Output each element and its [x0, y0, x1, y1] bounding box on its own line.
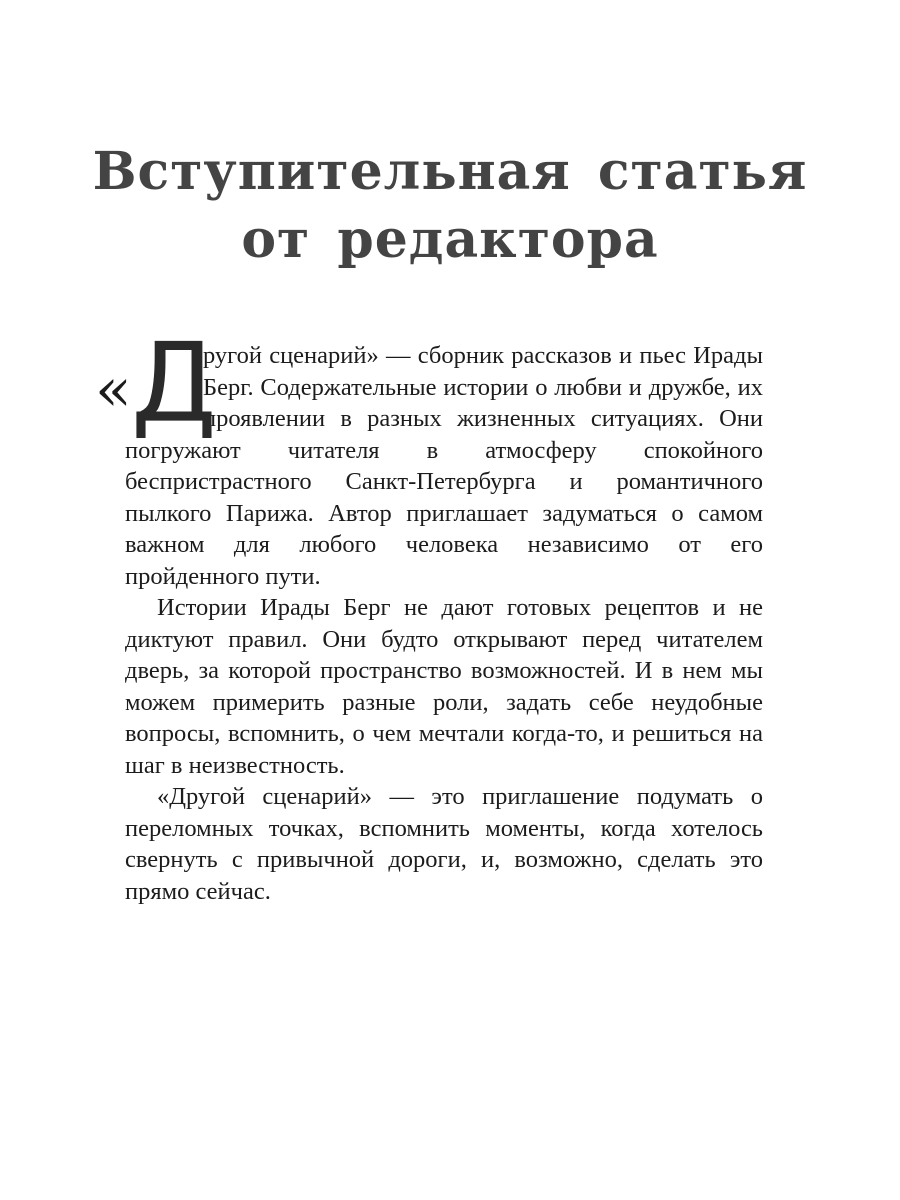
article-body [95, 319, 763, 907]
drop-cap-letter: Д [131, 319, 217, 447]
chapter-title [0, 138, 900, 274]
paragraph-3: «Другой сценарий» — это приглашение подумать о переломных точках, вспомнить моменты, когда хотелось свернуть с привычной дороги, и, возможно, сделать это прямо сейчас. [125, 783, 763, 905]
opening-quote-mark: « [95, 355, 132, 425]
paragraph-2: Истории Ирады Берг не дают готовых рецептов и не диктуют правил. Они будто открывают перед читателем дверь, за которой пространство возможностей. И в нем мы можем примерить разные роли, задать себе неудобные вопросы, вспомнить, о чем мечтали когда-то, и решиться на шаг в неизвестность. [125, 594, 763, 779]
drop-cap-block [95, 319, 217, 447]
paragraph-1-text: ругой сценарий» — сборник рассказов и пьес Ирады Берг. Содержательные истории о любви и дружбе, их проявлении в разных жизненных ситуациях. Они погружают читателя в атмосферу спокойного беспристрастного Санкт-Петербурга и романтичного пылкого Парижа. Автор приглашает задуматься о самом важном для любого человека независимо от его пройденного пути. [125, 342, 763, 590]
chapter-title-line-1: Вступительная статья [92, 141, 808, 202]
paragraph-1 [95, 319, 763, 592]
chapter-title-line-2: от редактора [241, 209, 659, 270]
